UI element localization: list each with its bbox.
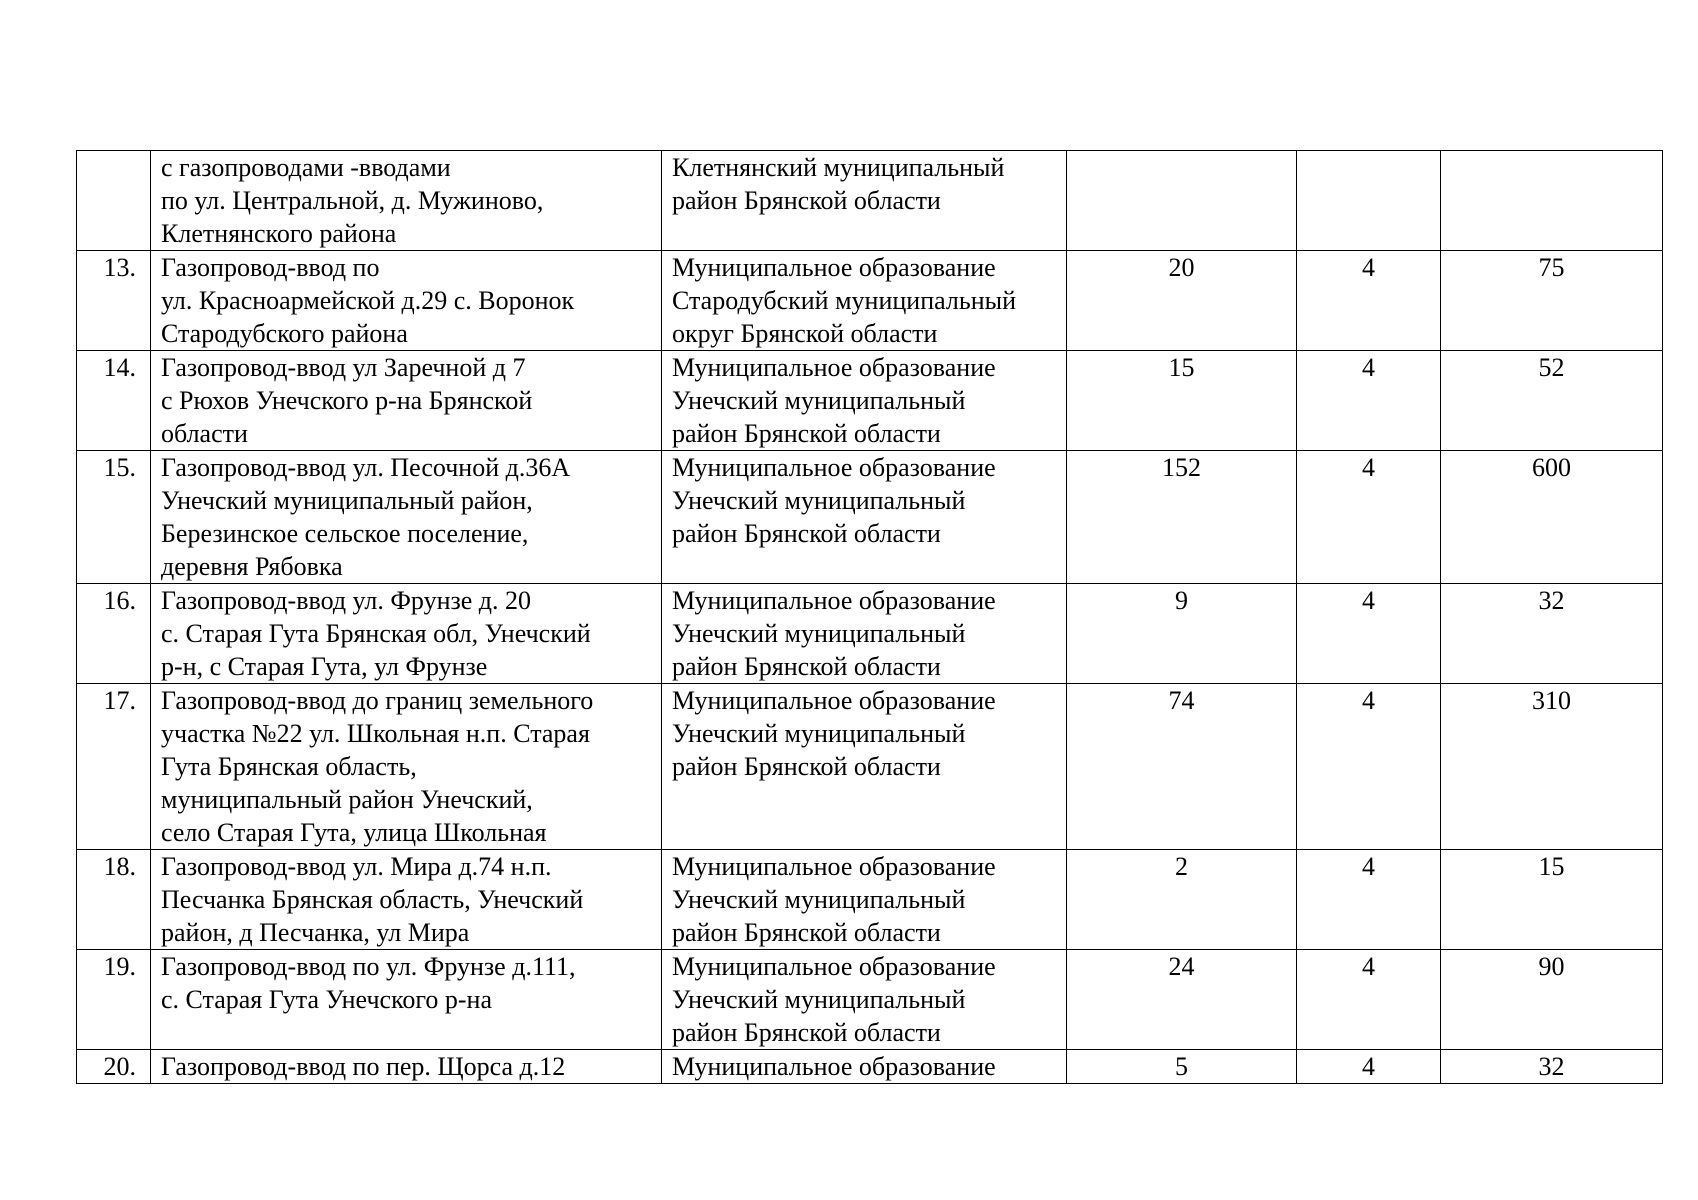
table-row: [77, 850, 1663, 950]
owner-line: Муниципальное образование: [672, 686, 996, 715]
owner-cell: [662, 251, 1067, 351]
object-name-cell: [151, 950, 662, 1050]
length-cell: 152: [1067, 451, 1297, 584]
object-name-line: Стародубского района: [161, 319, 408, 348]
cost-cell: 75: [1441, 251, 1663, 351]
row-number-cell: 14.: [77, 351, 151, 451]
object-name-line: Гута Брянская область,: [161, 752, 417, 781]
cost-cell: 310: [1441, 684, 1663, 850]
cost-cell: [1441, 151, 1663, 251]
cost-cell: 90: [1441, 950, 1663, 1050]
diameter-cell: 4: [1297, 251, 1441, 351]
owner-line: район Брянской области: [672, 186, 941, 215]
object-name-cell: [151, 684, 662, 850]
object-name-line: с. Старая Гута Брянская обл, Унечский: [161, 619, 591, 648]
object-name-line: области: [161, 419, 248, 448]
object-name-cell: [151, 251, 662, 351]
owner-line: Стародубский муниципальный: [672, 286, 1017, 315]
diameter-cell: 4: [1297, 850, 1441, 950]
length-cell: 24: [1067, 950, 1297, 1050]
object-name-line: Газопровод-ввод до границ земельного: [161, 686, 594, 715]
length-cell: 20: [1067, 251, 1297, 351]
object-name-line: ул. Красноармейской д.29 с. Воронок: [161, 286, 575, 315]
cost-cell: 600: [1441, 451, 1663, 584]
diameter-cell: 4: [1297, 1050, 1441, 1084]
owner-line: район Брянской области: [672, 918, 941, 947]
object-name-cell: [151, 850, 662, 950]
diameter-cell: 4: [1297, 451, 1441, 584]
length-cell: 2: [1067, 850, 1297, 950]
cost-cell: 15: [1441, 850, 1663, 950]
diameter-cell: 4: [1297, 950, 1441, 1050]
owner-line: Унечский муниципальный: [672, 985, 966, 1014]
length-cell: 5: [1067, 1050, 1297, 1084]
object-name-line: с Рюхов Унечского р-на Брянской: [161, 386, 533, 415]
table-row: [77, 684, 1663, 850]
object-name-line: Газопровод-ввод по пер. Щорса д.12: [161, 1052, 566, 1081]
object-name-line: Газопровод-ввод по: [161, 253, 380, 282]
row-number-cell: 13.: [77, 251, 151, 351]
row-number-cell: [77, 151, 151, 251]
row-number-cell: 15.: [77, 451, 151, 584]
owner-line: район Брянской области: [672, 752, 941, 781]
owner-line: Муниципальное образование: [672, 1052, 996, 1081]
owner-line: Муниципальное образование: [672, 852, 996, 881]
diameter-cell: 4: [1297, 584, 1441, 684]
object-name-line: район, д Песчанка, ул Мира: [161, 918, 470, 947]
object-name-line: Газопровод-ввод ул. Мира д.74 н.п.: [161, 852, 552, 881]
table-row: [77, 950, 1663, 1050]
length-cell: 15: [1067, 351, 1297, 451]
object-name-cell: [151, 351, 662, 451]
owner-line: район Брянской области: [672, 652, 941, 681]
table-row: [77, 1050, 1663, 1084]
table-body: [77, 151, 1663, 1084]
row-number-cell: 17.: [77, 684, 151, 850]
table-row: [77, 151, 1663, 251]
object-name-line: Газопровод-ввод ул. Песочной д.36А: [161, 453, 571, 482]
owner-cell: [662, 950, 1067, 1050]
owner-line: Муниципальное образование: [672, 253, 996, 282]
object-name-cell: [151, 1050, 662, 1084]
object-name-line: село Старая Гута, улица Школьная: [161, 818, 547, 847]
owner-line: округ Брянской области: [672, 319, 938, 348]
object-name-line: Газопровод-ввод ул. Фрунзе д. 20: [161, 586, 532, 615]
table-row: [77, 351, 1663, 451]
owner-cell: [662, 584, 1067, 684]
owner-line: Унечский муниципальный: [672, 719, 966, 748]
owner-line: Унечский муниципальный: [672, 386, 966, 415]
table-row: [77, 584, 1663, 684]
object-name-line: р-н, с Старая Гута, ул Фрунзе: [161, 652, 488, 681]
object-name-line: Березинское сельское поселение,: [161, 519, 529, 548]
owner-line: Унечский муниципальный: [672, 486, 966, 515]
row-number-cell: 16.: [77, 584, 151, 684]
owner-line: Унечский муниципальный: [672, 885, 966, 914]
diameter-cell: 4: [1297, 684, 1441, 850]
owner-cell: [662, 684, 1067, 850]
length-cell: [1067, 151, 1297, 251]
object-name-line: Клетнянского района: [161, 219, 397, 248]
object-name-cell: [151, 584, 662, 684]
owner-cell: [662, 351, 1067, 451]
owner-line: Муниципальное образование: [672, 952, 996, 981]
gas-pipeline-table: [76, 150, 1663, 1084]
owner-line: район Брянской области: [672, 419, 941, 448]
object-name-line: по ул. Центральной, д. Мужиново,: [161, 186, 544, 215]
object-name-line: Унечский муниципальный район,: [161, 486, 533, 515]
object-name-line: Газопровод-ввод по ул. Фрунзе д.111,: [161, 952, 576, 981]
cost-cell: 32: [1441, 1050, 1663, 1084]
object-name-cell: [151, 151, 662, 251]
object-name-line: с. Старая Гута Унечского р-на: [161, 985, 493, 1014]
object-name-line: Газопровод-ввод ул Заречной д 7: [161, 353, 526, 382]
length-cell: 74: [1067, 684, 1297, 850]
row-number-cell: 19.: [77, 950, 151, 1050]
diameter-cell: [1297, 151, 1441, 251]
row-number-cell: 18.: [77, 850, 151, 950]
owner-cell: [662, 1050, 1067, 1084]
row-number-cell: 20.: [77, 1050, 151, 1084]
owner-line: Унечский муниципальный: [672, 619, 966, 648]
owner-cell: [662, 151, 1067, 251]
diameter-cell: 4: [1297, 351, 1441, 451]
object-name-line: Песчанка Брянская область, Унечский: [161, 885, 584, 914]
cost-cell: 52: [1441, 351, 1663, 451]
object-name-line: муниципальный район Унечский,: [161, 785, 533, 814]
table-row: [77, 451, 1663, 584]
owner-cell: [662, 850, 1067, 950]
table-row: [77, 251, 1663, 351]
object-name-line: участка №22 ул. Школьная н.п. Старая: [161, 719, 590, 748]
owner-line: Муниципальное образование: [672, 453, 996, 482]
owner-line: Клетнянский муниципальный: [672, 153, 1005, 182]
owner-line: район Брянской области: [672, 519, 941, 548]
owner-line: район Брянской области: [672, 1018, 941, 1047]
object-name-cell: [151, 451, 662, 584]
length-cell: 9: [1067, 584, 1297, 684]
object-name-line: с газопроводами -вводами: [161, 153, 451, 182]
owner-line: Муниципальное образование: [672, 353, 996, 382]
cost-cell: 32: [1441, 584, 1663, 684]
owner-cell: [662, 451, 1067, 584]
owner-line: Муниципальное образование: [672, 586, 996, 615]
object-name-line: деревня Рябовка: [161, 552, 343, 581]
